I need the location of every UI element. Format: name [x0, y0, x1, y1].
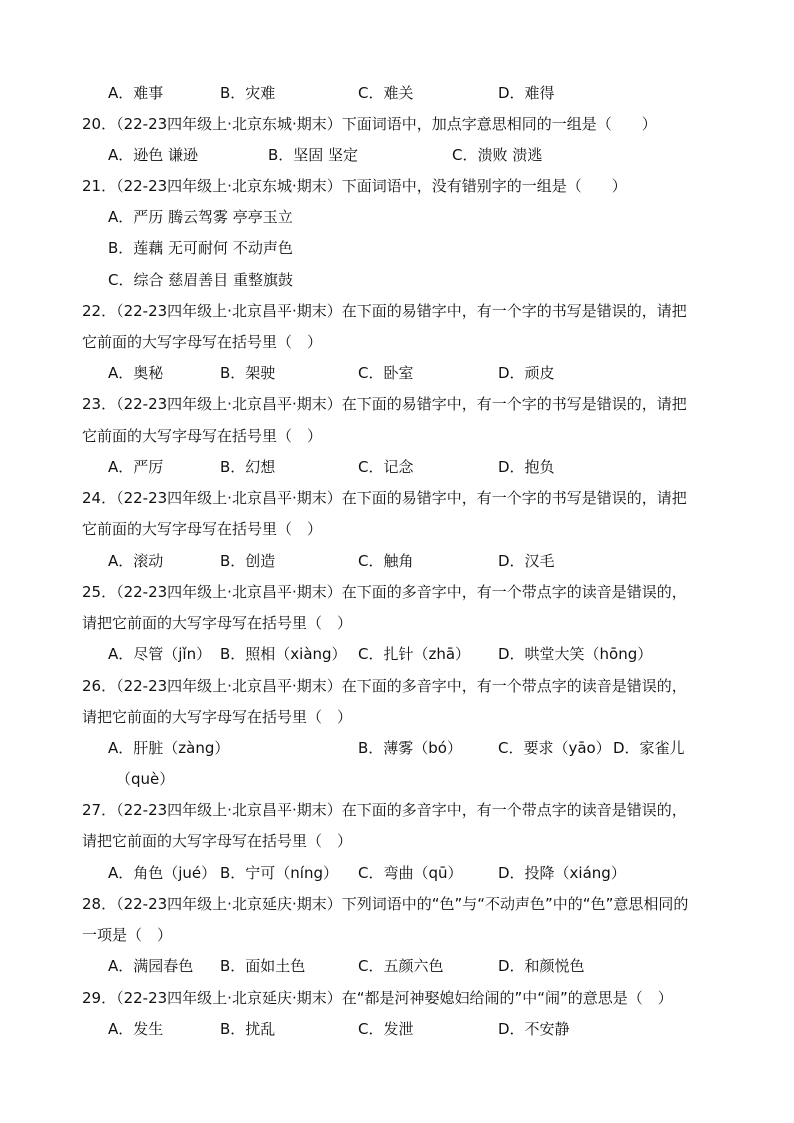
question-stem: 20．（22-23四年级上·北京东城·期末）下面词语中，加点字意思相同的一组是（ ） — [82, 115, 657, 133]
option-b: B．薄雾（bó） — [358, 739, 462, 757]
option-c: C．要求（yāo） — [498, 739, 611, 757]
option-a: A．难事 — [108, 84, 164, 102]
option-d: D．不安静 — [498, 1020, 570, 1038]
option-d: D．投降（xiáng） — [498, 864, 626, 882]
option-a: A．肝脏（zàng） — [108, 739, 230, 757]
option-b: B．架驶 — [220, 364, 276, 382]
option-a: A．满园春色 — [108, 957, 194, 975]
question-stem: 27．（22-23四年级上·北京昌平·期末）在下面的多音字中，有一个带点字的读音是错误的， — [82, 801, 687, 819]
option-c: C．综合 慈眉善目 重整旗鼓 — [108, 271, 294, 289]
option-c: C．记念 — [358, 458, 414, 476]
option-d-wrap: （què） — [116, 770, 175, 788]
option-c: C．五颜六色 — [358, 957, 444, 975]
option-d: D．顽皮 — [498, 364, 555, 382]
option-a: A．逊色 谦逊 — [108, 146, 199, 164]
option-b: B．幻想 — [220, 458, 276, 476]
option-b: B．照相（xiàng） — [220, 645, 347, 663]
option-a: A．尽管（jǐn） — [108, 645, 212, 663]
question-stem-cont: 请把它前面的大写字母写在括号里（ ） — [82, 708, 353, 726]
option-b: B．面如土色 — [220, 957, 306, 975]
option-a: A．奥秘 — [108, 364, 164, 382]
option-a: A．角色（jué） — [108, 864, 217, 882]
question-stem: 22．（22-23四年级上·北京昌平·期末）在下面的易错字中，有一个字的书写是错误的，请把 — [82, 302, 687, 320]
question-stem: 29．（22-23四年级上·北京延庆·期末）在“都是河神娶媳妇给闹的”中“闹”的意思是（ ） — [82, 989, 673, 1007]
question-stem: 24．（22-23四年级上·北京昌平·期末）在下面的易错字中，有一个字的书写是错误的，请把 — [82, 489, 687, 507]
question-stem-cont: 请把它前面的大写字母写在括号里（ ） — [82, 614, 353, 632]
option-b: B．扰乱 — [220, 1020, 276, 1038]
option-a: A．发生 — [108, 1020, 164, 1038]
question-stem: 23．（22-23四年级上·北京昌平·期末）在下面的易错字中，有一个字的书写是错误的，请把 — [82, 395, 687, 413]
question-stem-cont: 它前面的大写字母写在括号里（ ） — [82, 520, 323, 538]
option-d: D．家雀儿 — [613, 739, 685, 757]
option-c: C．溃败 溃逃 — [452, 146, 543, 164]
option-d: D．抱负 — [498, 458, 555, 476]
option-c: C．难关 — [358, 84, 414, 102]
option-d: D．难得 — [498, 84, 555, 102]
option-a: A．严历 腾云驾雾 亭亭玉立 — [108, 208, 293, 226]
option-c: C．卧室 — [358, 364, 414, 382]
option-c: C．触角 — [358, 552, 414, 570]
question-stem: 21．（22-23四年级上·北京东城·期末）下面词语中，没有错别字的一组是（ ） — [82, 177, 627, 195]
question-stem-cont: 一项是（ ） — [82, 926, 173, 944]
question-stem: 25．（22-23四年级上·北京昌平·期末）在下面的多音字中，有一个带点字的读音是错误的， — [82, 583, 687, 601]
option-b: B．莲藕 无可耐何 不动声色 — [108, 239, 293, 257]
question-stem-cont: 请把它前面的大写字母写在括号里（ ） — [82, 832, 353, 850]
option-d: D．汉毛 — [498, 552, 555, 570]
option-c: C．扎针（zhā） — [358, 645, 471, 663]
option-b: B．灾难 — [220, 84, 276, 102]
option-b: B．坚固 坚定 — [268, 146, 359, 164]
question-stem-cont: 它前面的大写字母写在括号里（ ） — [82, 427, 323, 445]
option-b: B．创造 — [220, 552, 276, 570]
option-a: A．严厉 — [108, 458, 164, 476]
option-c: C．弯曲（qū） — [358, 864, 463, 882]
option-d: D．和颜悦色 — [498, 957, 585, 975]
option-b: B．宁可（níng） — [220, 864, 338, 882]
option-a: A．滚动 — [108, 552, 164, 570]
option-c: C．发泄 — [358, 1020, 414, 1038]
option-d: D．哄堂大笑（hōng） — [498, 645, 653, 663]
question-stem: 26．（22-23四年级上·北京昌平·期末）在下面的多音字中，有一个带点字的读音是错误的， — [82, 677, 687, 695]
question-stem: 28．（22-23四年级上·北京延庆·期末）下列词语中的“色”与“不动声色”中的“色”意思相同的 — [82, 895, 689, 913]
question-stem-cont: 它前面的大写字母写在括号里（ ） — [82, 333, 323, 351]
